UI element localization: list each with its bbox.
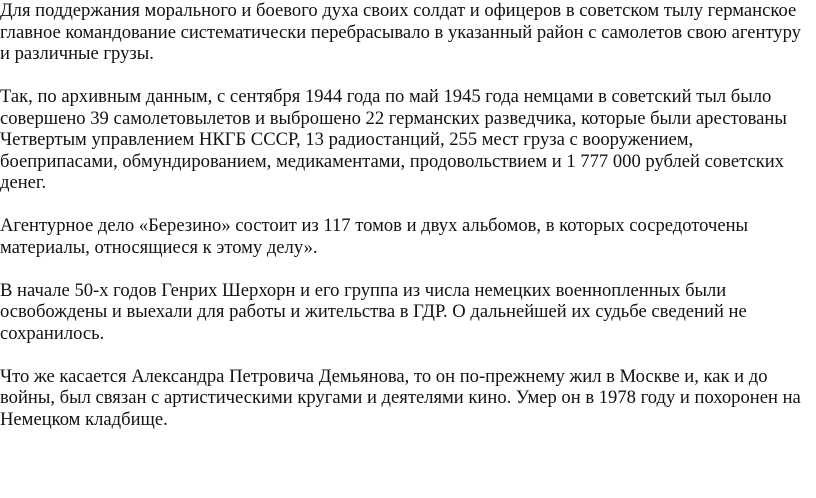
paragraph-1: Для поддержания морального и боевого духа своих солдат и офицеров в советском тылу германское главное командование систематически перебрасывало в указанный район с самолетов свою агентуру и различные грузы. bbox=[0, 0, 801, 64]
paragraph-5: Что же касается Александра Петровича Демьянова, то он по-прежнему жил в Москве и, как и до войны, был связан с артистическими кругами и деятелями кино. Умер он в 1978 году и похоронен на Немецком кладбище. bbox=[0, 365, 801, 430]
paragraph-4: В начале 50-х годов Генрих Шерхорн и его группа из числа немецких военнопленных были освобождены и выехали для работы и жительства в ГДР. О дальнейшей их судьбе сведений не сохранилось. bbox=[0, 279, 747, 344]
paragraph-2: Так, по архивным данным, с сентября 1944 года по май 1945 года немцами в советский тыл было совершено 39 самолетовылетов и выброшено 22 германских разведчика, которые были арестованы Четвертым управлением НКГБ СССР, 13 радиостанций, 255 мест груза с вооружением, боеприпасами, обмундированием, медикаментами, продовольствием и 1 777 000 рублей советских денег. bbox=[0, 86, 787, 193]
paragraph-3: Агентурное дело «Березино» состоит из 117 томов и двух альбомов, в которых сосредоточены материалы, относящиеся к этому делу». bbox=[0, 215, 749, 258]
